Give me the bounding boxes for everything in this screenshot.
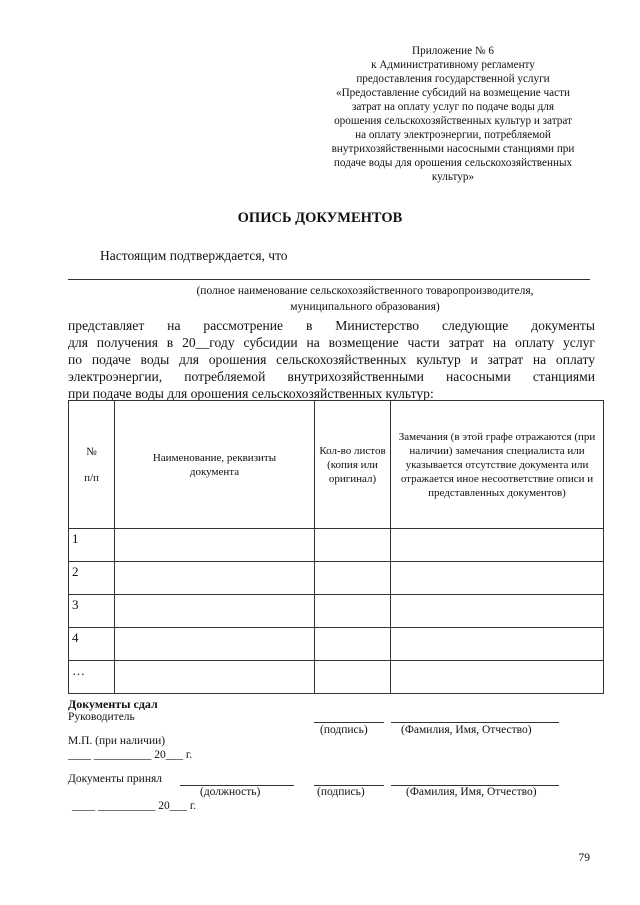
body-line: электроэнергии, потребляемой внутрихозяйственными насосными станциями [68, 369, 595, 384]
annex-line: орошения сельскохозяйственных культур и затрат [334, 115, 572, 127]
header-remarks [391, 401, 604, 529]
submitted-header: Документы сдал [68, 697, 158, 711]
annex-line: внутрихозяйственными насосными станциями при [331, 143, 575, 155]
document-name-cell[interactable] [115, 628, 315, 661]
remarks-cell[interactable] [391, 595, 604, 628]
annex-line: затрат на оплату услуг по подаче воды для [351, 101, 555, 113]
body-paragraph [68, 317, 595, 402]
documents-table [68, 400, 604, 694]
table-row [69, 562, 604, 595]
table-row [69, 628, 604, 661]
annex-line: подаче воды для орошения сельскохозяйственных [333, 157, 573, 169]
body-line: представляет на рассмотрение в Министерство следующие документы [68, 318, 595, 333]
submit-date: ____ __________ 20___ г. [68, 749, 193, 761]
document-name-cell[interactable] [115, 661, 315, 694]
remarks-cell[interactable] [391, 661, 604, 694]
annex-line: предоставления государственной услуги [356, 73, 550, 85]
accept-date: ____ __________ 20___ г. [72, 800, 197, 812]
remarks-cell[interactable] [391, 562, 604, 595]
sheet-count-cell[interactable] [315, 628, 391, 661]
head-signature-line [314, 722, 384, 723]
document-title: ОПИСЬ ДОКУМЕНТОВ [237, 210, 403, 226]
head-fio-caption: (Фамилия, Имя, Отчество) [401, 724, 532, 736]
sheet-count-cell[interactable] [315, 562, 391, 595]
sheet-count-cell[interactable] [315, 595, 391, 628]
producer-name-line [68, 279, 590, 280]
header-document-name [115, 401, 315, 529]
header-number-label: п/п [84, 471, 99, 484]
header-number [69, 401, 115, 529]
producer-name-caption [140, 283, 590, 315]
confirm-text: Настоящим подтверждается, что [100, 248, 288, 263]
caption-line: (полное наименование сельскохозяйственного товаропроизводителя, [196, 285, 534, 297]
sheet-count-cell[interactable] [315, 661, 391, 694]
table-row [69, 595, 604, 628]
accepted-label: Документы принял [68, 773, 163, 785]
header-number-symbol: № [86, 445, 97, 458]
document-name-cell[interactable] [115, 529, 315, 562]
annex-line: на оплату электроэнергии, потребляемой [355, 129, 551, 141]
table-row [69, 661, 604, 694]
remarks-cell[interactable] [391, 529, 604, 562]
annex-line: «Предоставление субсидий на возмещение части [335, 87, 570, 99]
row-number: 1 [69, 529, 115, 562]
document-name-cell[interactable] [115, 595, 315, 628]
row-number: 3 [69, 595, 115, 628]
annex-header [312, 44, 594, 184]
accept-signature-caption: (подпись) [317, 786, 365, 798]
header-sheet-count-text: Кол-во листов (копия или оригинал) [319, 444, 386, 485]
annex-line: к Административному регламенту [371, 59, 535, 71]
annex-line: культур» [431, 171, 475, 183]
row-number: … [69, 661, 115, 694]
caption-line: муниципального образования) [290, 301, 440, 313]
table-row [69, 529, 604, 562]
accept-fio-caption: (Фамилия, Имя, Отчество) [406, 786, 537, 798]
position-caption: (должность) [200, 786, 261, 798]
body-line: для получения в 20__году субсидии на возмещение части затрат на оплату услуг [68, 335, 595, 350]
row-number: 2 [69, 562, 115, 595]
header-document-name-text: Наименование, реквизиты документа [152, 451, 277, 478]
row-number: 4 [69, 628, 115, 661]
body-line: при подаче воды для орошения сельскохозяйственных культур: [68, 386, 434, 401]
document-name-cell[interactable] [115, 562, 315, 595]
head-label: Руководитель [68, 711, 135, 723]
head-fio-line [391, 722, 559, 723]
seal-label: М.П. (при наличии) [68, 735, 166, 747]
head-signature-caption: (подпись) [320, 724, 368, 736]
sheet-count-cell[interactable] [315, 529, 391, 562]
header-sheet-count [315, 401, 391, 529]
body-line: по подаче воды для орошения сельскохозяйственных культур и затрат на оплату [68, 352, 595, 367]
annex-line: Приложение № 6 [412, 45, 494, 57]
remarks-cell[interactable] [391, 628, 604, 661]
page-number: 79 [578, 852, 590, 864]
header-remarks-text: Замечания (в этой графе отражаются (при наличии) замечания специалиста или указывается отсутствие документа или отражается иное несоответствие описи и представленных документов) [398, 430, 596, 499]
